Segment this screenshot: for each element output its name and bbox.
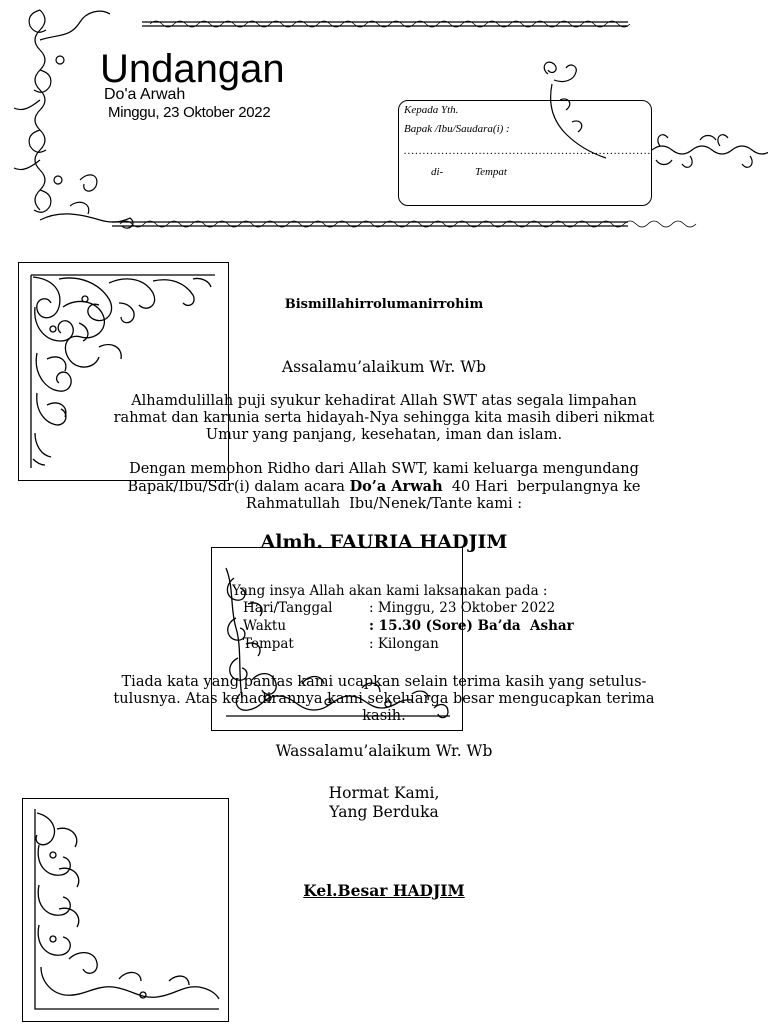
detail-value: : Kilongan [369,636,439,652]
recipient-box [398,100,652,206]
detail-row-place [243,636,439,652]
detail-value: : 15.30 (Sore) Ba’da Ashar [369,618,574,634]
mourning-line: Yang Berduka [329,803,439,821]
event-prefix: Bapak/Ibu/Sdr(i) dalam acara [127,479,350,495]
detail-row-date [243,600,556,616]
detail-label: Waktu [243,618,287,634]
recipient-blank-line: .................................................................. [404,145,652,157]
paragraph-line [0,478,768,496]
event-suffix: 40 Hari berpulangnya ke [442,479,641,495]
paragraph-line: tulusnya. Atas kehadirannya kami sekeluarga besar mengucapkan terima [113,691,655,707]
bismillah-heading: Bismillahirrolumanirrohim [284,297,484,312]
family-signature: Kel.Besar HADJIM [303,881,465,900]
event-name: Do’a Arwah [349,478,443,495]
recipient-label: Bapak /Ibu/Saudara(i) : [404,123,510,135]
event-subtitle: Do'a Arwah [104,86,186,103]
greeting: Assalamu’alaikum Wr. Wb [281,358,487,376]
paragraph-line: kasih. [362,708,406,724]
header-ornament [0,0,768,245]
detail-label: Hari/Tanggal [243,600,333,616]
event-date: Minggu, 23 Oktober 2022 [108,104,271,121]
regards-line: Hormat Kami, [328,784,440,802]
paragraph-line: Umur yang panjang, kesehatan, iman dan islam. [205,427,563,443]
corner-ornament-bottom-left [22,798,229,1022]
deceased-name: Almh. FAURIA HADJIM [260,531,508,553]
detail-label: Tempat [243,636,294,652]
recipient-place: Tempat [475,166,507,178]
farewell: Wassalamu’alaikum Wr. Wb [275,742,493,760]
paragraph-line: Tiada kata yang pantas kami ucapkan selain terima kasih yang setulus- [121,674,647,690]
invitation-paragraph [0,461,768,513]
paragraph-line: Dengan memohon Ridho dari Allah SWT, kami keluarga mengundang [129,461,639,477]
signature-block [0,784,768,822]
paragraph-line: rahmat dan karunia serta hidayah-Nya sehingga kita masih diberi nikmat [113,410,655,426]
paragraph-line: Rahmatullah Ibu/Nenek/Tante kami : [245,496,523,512]
recipient-greeting: Kepada Yth. [404,104,459,116]
invitation-title: Undangan [100,47,285,91]
details-intro: Yang insya Allah akan kami laksanakan pada : [232,583,548,599]
opening-paragraph [0,393,768,444]
recipient-di: di- [431,166,444,178]
paragraph-line: Alhamdulillah puji syukur kehadirat Allah SWT atas segala limpahan [131,393,637,409]
detail-value: : Minggu, 23 Oktober 2022 [369,600,556,616]
detail-row-time [243,618,574,634]
closing-paragraph [0,674,768,725]
